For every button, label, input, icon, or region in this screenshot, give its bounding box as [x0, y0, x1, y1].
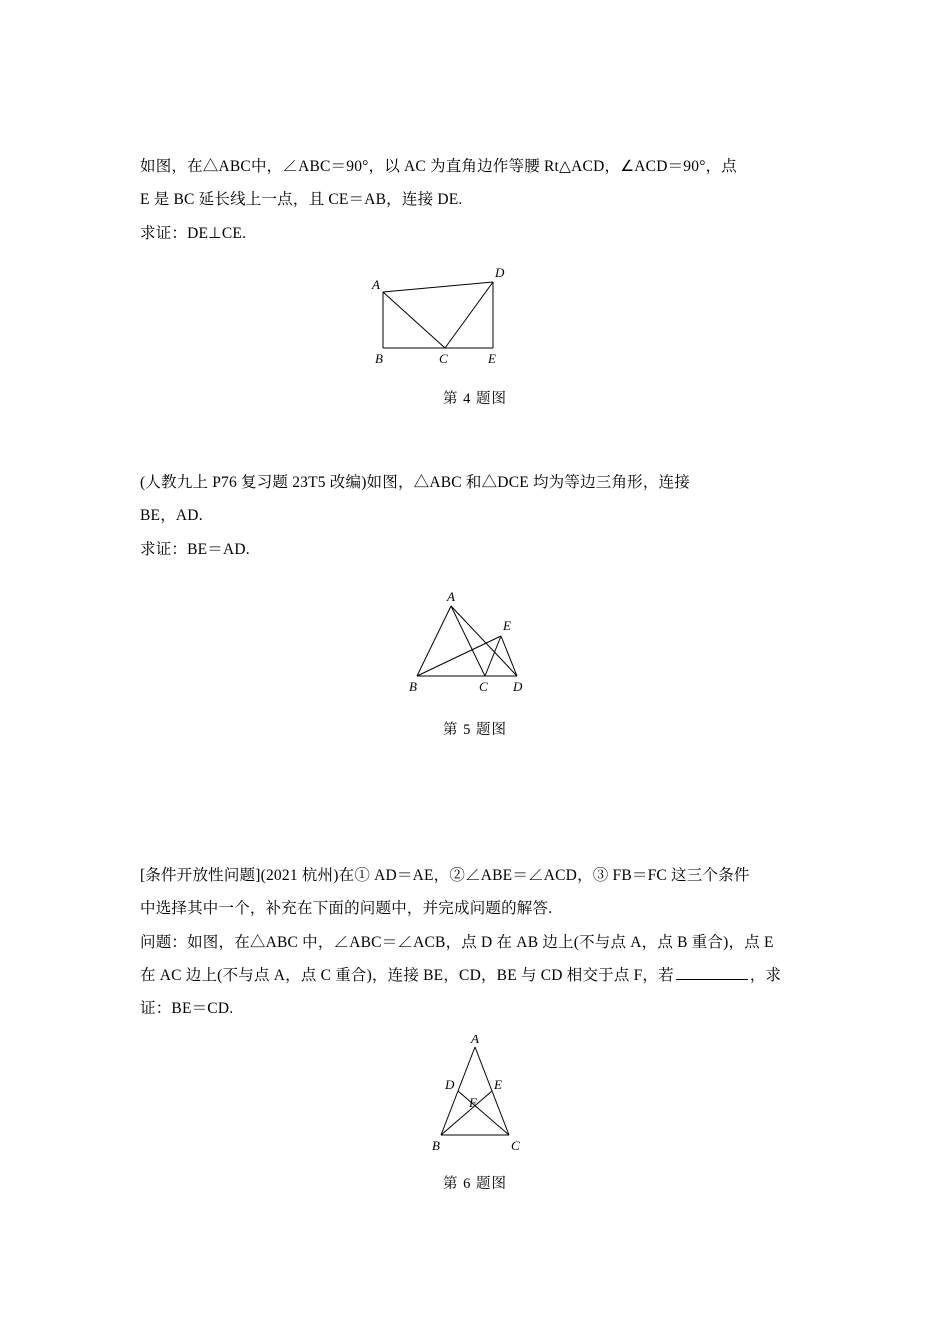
- figure-4-label-E: E: [488, 350, 496, 366]
- problem-5-caption: 第 5 题图: [443, 721, 507, 738]
- figure-6-label-D: D: [445, 1077, 455, 1093]
- figure-6-label-F: F: [469, 1095, 477, 1111]
- figure-6-label-A: A: [471, 1035, 479, 1047]
- problem-4-line-2: E 是 BC 延长线上一点，且 CE＝AB，连接 DE.: [140, 191, 463, 209]
- problem-6-figure: [140, 1035, 810, 1160]
- problem-4-caption: 第 4 题图: [443, 390, 507, 407]
- problem-4-text: [140, 150, 810, 250]
- problem-6-caption: 第 6 题图: [443, 1176, 507, 1193]
- answer-blank[interactable]: [676, 979, 748, 980]
- figure-6-label-C: C: [511, 1138, 520, 1154]
- problem-4-line-1: 如图，在△ABC中，∠ABC＝90°，以 AC 为直角边作等腰 Rt△ACD，∠ACD＝90°，点: [140, 158, 738, 175]
- figure-4-svg: [345, 260, 605, 370]
- figure-5-label-B: B: [409, 678, 417, 694]
- problem-5-line-1: (人教九上 P76 复习题 23T5 改编)如图，△ABC 和△DCE 均为等边三角形，连接: [140, 473, 690, 491]
- problem-6-line-4: [140, 959, 810, 992]
- spacer-after-problem-4: [140, 408, 810, 466]
- figure-5-label-A: A: [447, 588, 455, 604]
- figure-4-label-B: B: [375, 350, 383, 366]
- problem-5-text: [140, 466, 810, 566]
- problem-6-line-4-part-a: 在 AC 边上(不与点 A，点 C 重合)，连接 BE，CD，BE 与 CD 相交于点 F，若: [140, 966, 674, 984]
- figure-4-label-D: D: [495, 264, 505, 280]
- spacer-after-problem-5: [140, 739, 810, 859]
- figure-6-label-E: E: [494, 1077, 502, 1093]
- problem-5-line-3: 求证：BE＝AD.: [140, 540, 250, 558]
- problem-4-figure: [140, 260, 810, 375]
- problem-6-text: [140, 859, 810, 1026]
- figure-4-label-C: C: [439, 350, 448, 366]
- figure-5-label-C: C: [479, 678, 488, 694]
- problem-5: [140, 466, 810, 739]
- problem-5-line-2: BE，AD.: [140, 507, 203, 525]
- problem-6-line-3: 问题：如图，在△ABC 中，∠ABC＝∠ACB，点 D 在 AB 边上(不与点 A，点 B 重合)，点 E: [140, 933, 774, 951]
- problem-6-line-1: [条件开放性问题](2021 杭州)在① AD＝AE，②∠ABE＝∠ACD，③ FB＝FC 这三个条件: [140, 866, 750, 884]
- problem-4-line-3: 求证：DE⊥CE.: [140, 224, 247, 242]
- figure-6-svg: [345, 1035, 605, 1155]
- figure-5-label-D: D: [513, 678, 523, 694]
- figure-6-label-B: B: [432, 1138, 440, 1154]
- problem-6-line-2: 中选择其中一个，补充在下面的问题中，并完成问题的解答.: [140, 900, 553, 918]
- figure-5-svg: [345, 576, 605, 701]
- problem-6: [140, 859, 810, 1194]
- figure-4-label-A: A: [372, 276, 380, 292]
- problem-6-line-4-part-b: ，求: [749, 966, 782, 984]
- problem-4: [140, 150, 810, 408]
- problem-5-figure: [140, 576, 810, 706]
- problem-6-line-5: 证：BE＝CD.: [140, 1000, 234, 1018]
- figure-5-label-E: E: [503, 617, 511, 633]
